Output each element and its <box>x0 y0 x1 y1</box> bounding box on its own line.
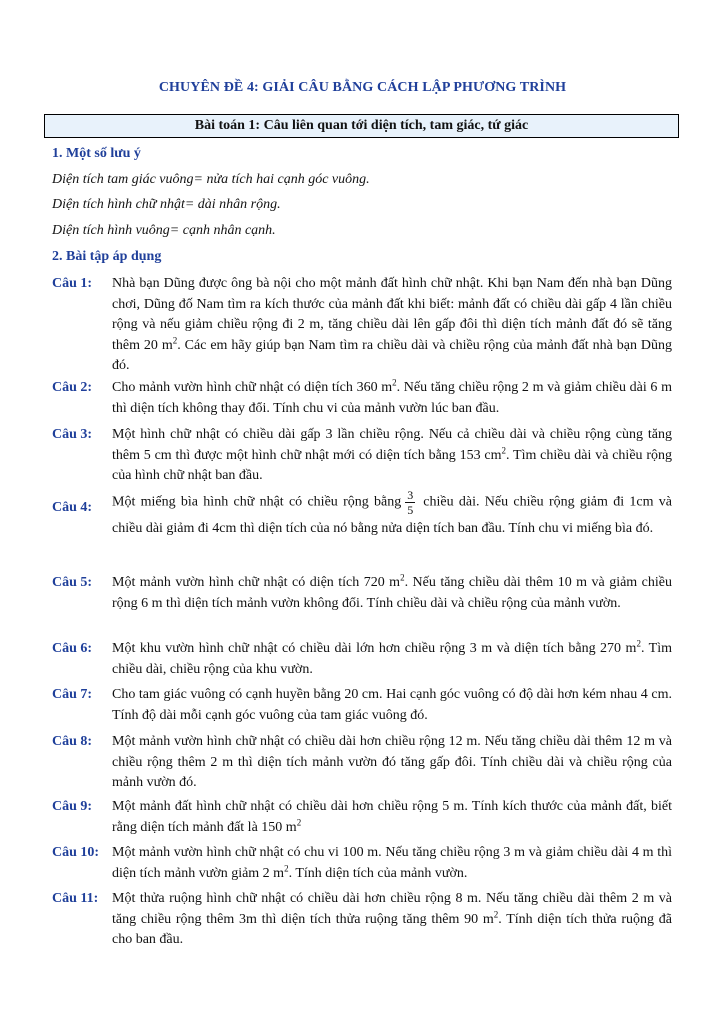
question-text: Một mảnh đất hình chữ nhật có chiều dài hơn chiều rộng 5 m. Tính kích thước của mảnh đất, biết rằng diện tích mảnh đất là 150 $m^2$ <box>112 799 672 835</box>
question-text: Nhà bạn Dũng được ông bà nội cho một mảnh đất hình chữ nhật. Khi bạn Nam đến nhà bạn Dũng chơi, Dũng đố Nam tìm ra kích thước của mảnh đất khi biết: mảnh đất có chiều dài gấp 4 lần chiều rộng và nếu giảm chiều rộng đi 2 m, tăng chiều dài lên gấp đôi thì diện tích mảnh đất đó sẽ tăng thêm 20 $m^2$. Các em hãy giúp bạn Nam tìm ra chiều dài và chiều rộng của mảnh đất nhà bạn Dũng đó. <box>112 276 672 373</box>
question-label: Câu 8: <box>52 734 93 749</box>
question-label: Câu 6: <box>52 641 93 656</box>
note-line: Diện tích hình chữ nhật= dài nhân rộng. <box>52 197 281 212</box>
question-item <box>52 797 672 838</box>
question-item <box>52 488 672 541</box>
question-label: Câu 3: <box>52 427 93 442</box>
question-text: Một miếng bìa hình chữ nhật có chiều rộng bằng $\frac{3}{5}$ chiều dài. Nếu chiều rộng giảm đi 1cm và chiều dài giảm đi 4cm thì diện tích của nó bằng nửa diện tích ban đầu. Tính chu vi miếng bìa đó. <box>112 488 672 536</box>
question-item <box>52 274 672 377</box>
question-label: Câu 5: <box>52 575 93 590</box>
question-label: Câu 1: <box>52 276 93 291</box>
section-heading-notes: 1. Một số lưu ý <box>52 146 141 161</box>
question-label: Câu 7: <box>52 687 93 702</box>
question-item <box>52 573 672 614</box>
question-label: Câu 4: <box>52 500 93 515</box>
question-text: Một hình chữ nhật có chiều dài gấp 3 lần chiều rộng. Nếu cả chiều dài và chiều rộng cùng tăng thêm 5 cm thì được một hình chữ nhật mới có diện tích bằng 153 $cm^2$. Tìm chiều dài và chiều rộng của hình chữ nhật ban đầu. <box>112 427 673 483</box>
question-text: Một mảnh vườn hình chữ nhật có chu vi 100 m. Nếu tăng chiều rộng 3 m và giảm chiều dài 4 m thì diện tích mảnh vườn giảm 2 $m^2$. Tính diện tích của mảnh vườn. <box>112 845 672 881</box>
question-text: Một thửa ruộng hình chữ nhật có chiều dài hơn chiều rộng 8 m. Nếu tăng chiều dài thêm 2 m và tăng chiều rộng thêm 3m thì diện tích thửa ruộng tăng thêm 90 $m^2$. Tính diện tích thửa ruộng đã cho ban đầu. <box>112 891 672 947</box>
question-label: Câu 2: <box>52 380 93 395</box>
question-item <box>52 685 672 726</box>
question-text: Một khu vườn hình chữ nhật có chiều dài lớn hơn chiều rộng 3 m và diện tích bằng 270 $m^2$. Tìm chiều dài, chiều rộng của khu vườn. <box>112 638 672 677</box>
question-label: Câu 10: <box>52 845 100 860</box>
document-title: CHUYÊN ĐỀ 4: GIẢI CÂU BẰNG CÁCH LẬP PHƯƠNG TRÌNH <box>158 80 567 95</box>
note-line: Diện tích tam giác vuông= nửa tích hai cạnh góc vuông. <box>52 172 370 187</box>
question-item <box>52 378 672 419</box>
note-line: Diện tích hình vuông= cạnh nhân cạnh. <box>52 223 276 238</box>
question-label: Câu 9: <box>52 799 93 814</box>
question-text: Cho tam giác vuông có cạnh huyền bằng 20 cm. Hai cạnh góc vuông có độ dài hơn kém nhau 4 cm. Tính độ dài mỗi cạnh góc vuông của tam giác vuông đó. <box>112 687 672 723</box>
question-item <box>52 732 672 794</box>
question-item <box>52 843 672 884</box>
question-text: Một mảnh vườn hình chữ nhật có diện tích 720 $m^2$. Nếu tăng chiều dài thêm 10 m và giảm chiều rộng 6 m thì diện tích mảnh vườn không đổi. Tính chiều dài và chiều rộng của mảnh vườn. <box>112 572 672 611</box>
section-heading-exercises: 2. Bài tập áp dụng <box>52 249 162 264</box>
question-label: Câu 11: <box>52 891 99 906</box>
question-text: Cho mảnh vườn hình chữ nhật có diện tích 360 $m^2$. Nếu tăng chiều rộng 2 m và giảm chiều dài 6 m thì diện tích không thay đổi. Tính chu vi của mảnh vườn lúc ban đầu. <box>112 377 672 416</box>
fraction: $\frac{3}{5}$ <box>407 488 414 517</box>
question-text: Một mảnh vườn hình chữ nhật có chiều dài hơn chiều rộng 12 m. Nếu tăng chiều dài thêm 12 m và chiều rộng thêm 2 m thì diện tích mảnh vườn đó tăng gấp đôi. Tính chiều dài và chiều rộng của mảnh vườn đó. <box>112 734 672 790</box>
topic-banner: Bài toán 1: Câu liên quan tới diện tích, tam giác, tứ giác <box>44 114 679 138</box>
question-item <box>52 425 672 487</box>
question-item <box>52 639 672 680</box>
question-item <box>52 889 672 951</box>
